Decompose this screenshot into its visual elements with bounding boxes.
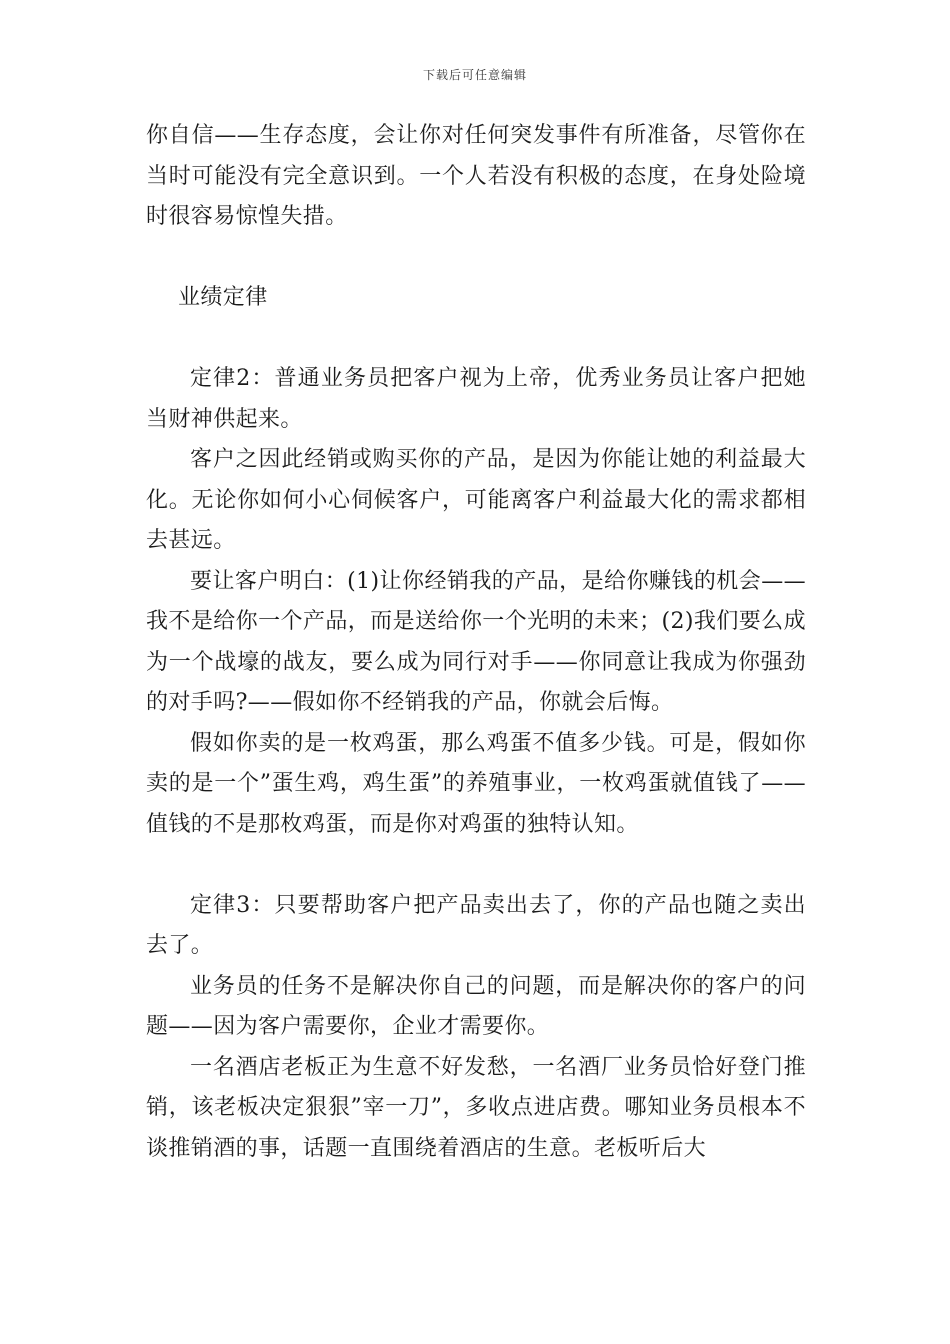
spacer [146, 319, 806, 360]
paragraph-salesperson-task: 业务员的任务不是解决你自己的问题，而是解决你的客户的问题——因为客户需要你，企业才需要你。 [146, 973, 806, 1039]
spacer [146, 238, 806, 279]
paragraph-make-customer-understand: 要让客户明白：(1)让你经销我的产品，是给你赚钱的机会——我不是给你一个产品，而是送给你一个光明的未来；(2)我们要么成为一个战壕的战友，要么成为同行对手——你同意让我成为你强劲的对手吗?——假如你不经销我的产品，你就会后悔。 [146, 568, 806, 715]
paragraph-hotel-story: 一名酒店老板正为生意不好发愁，一名酒厂业务员恰好登门推销，该老板决定狠狠”宰一刀”，多收点进店费。哪知业务员根本不谈推销酒的事，话题一直围绕着酒店的生意。老板听后大 [146, 1054, 806, 1161]
page-header: 下载后可任意编辑 [422, 68, 527, 82]
paragraph-survival-attitude: 你自信——生存态度，会让你对任何突发事件有所准备，尽管你在当时可能没有完全意识到。一个人若没有积极的态度，在身处险境时很容易惊惶失措。 [146, 123, 806, 229]
law-2-title: 定律2：普通业务员把客户视为上帝，优秀业务员让客户把她当财神供起来。 [146, 366, 806, 432]
paragraph-customer-benefit: 客户之因此经销或购买你的产品，是因为你能让她的利益最大化。无论你如何小心伺候客户，可能离客户利益最大化的需求都相去甚远。 [146, 447, 806, 553]
spacer [146, 845, 806, 886]
law-3-title: 定律3：只要帮助客户把产品卖出去了，你的产品也随之卖出去了。 [146, 892, 806, 958]
section-heading: 业绩定律 [178, 285, 268, 310]
paragraph-egg-example: 假如你卖的是一枚鸡蛋，那么鸡蛋不值多少钱。可是，假如你卖的是一个”蛋生鸡，鸡生蛋”的养殖事业，一枚鸡蛋就值钱了——值钱的不是那枚鸡蛋，而是你对鸡蛋的独特认知。 [146, 730, 806, 837]
document-body [146, 116, 806, 1169]
